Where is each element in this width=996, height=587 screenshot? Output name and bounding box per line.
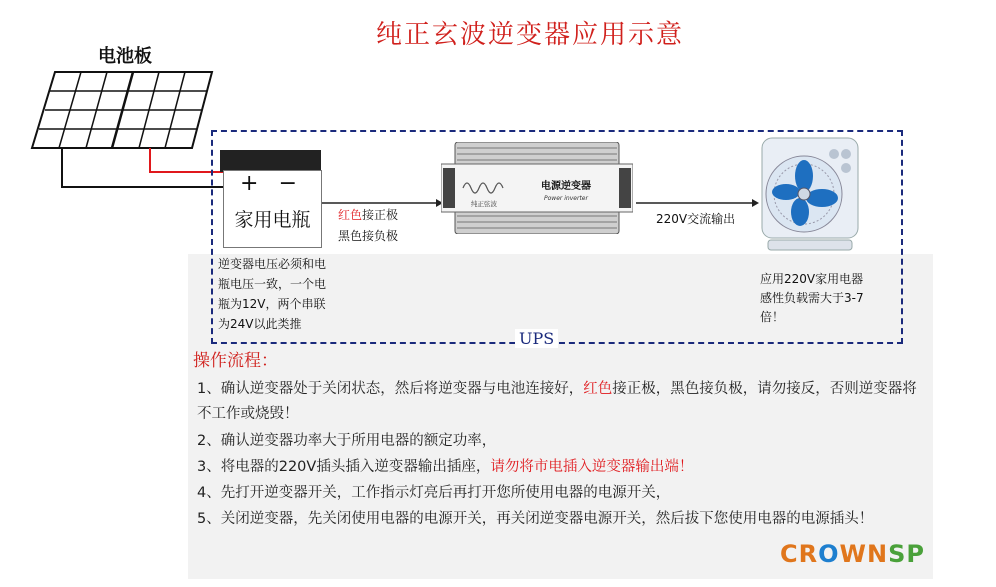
step-1-text-a: 1、确认逆变器处于关闭状态，然后将逆变器与电池连接好， xyxy=(197,381,584,397)
red-wire-label xyxy=(338,206,398,223)
step-3-warning: 请勿将市电插入逆变器输出端！ xyxy=(490,459,694,475)
black-wire-label: 黑色接负极 xyxy=(338,229,399,243)
battery-note: 逆变器电压必须和电瓶电压一致，一个电瓶为12V，两个串联为24V以此类推 xyxy=(218,257,327,331)
minus-sign: − xyxy=(278,171,297,196)
step-3 xyxy=(197,455,693,480)
inverter-name-en: Power inverter xyxy=(544,195,588,202)
page-title: 纯正玄波逆变器应用示意 xyxy=(375,20,684,50)
step-3-text: 3、将电器的220V插头插入逆变器输出插座， xyxy=(197,459,491,475)
step-1-red: 红色 xyxy=(583,381,613,397)
step-2: 2、确认逆变器功率大于所用电器的额定功率， xyxy=(197,433,497,449)
step-5: 5、关闭逆变器，先关闭使用电器的电源开关，再关闭逆变器电源开关，然后拔下您使用电器的电源插头！ xyxy=(197,511,874,527)
crownsp-logo: CROWNSP xyxy=(780,540,925,568)
solar-panel-label: 电池板 xyxy=(98,46,152,67)
inverter-wave-label: 纯正弦波 xyxy=(471,200,497,208)
inverter-icon xyxy=(441,142,633,234)
battery-icon xyxy=(223,170,322,248)
step-4: 4、先打开逆变器开关，工作指示灯亮后再打开您所使用电器的电源开关， xyxy=(197,485,671,501)
ups-label: UPS xyxy=(515,329,558,348)
plus-sign: + xyxy=(240,171,259,196)
battery-name: 家用电瓶 xyxy=(234,209,311,231)
step-1-text-b: 接正极，黑色接负极，请勿接反，否则逆变器将不工作或烧毁！ xyxy=(197,381,917,422)
step-1 xyxy=(197,377,917,427)
battery-terminals xyxy=(220,150,321,172)
ac-output-label: 220V交流输出 xyxy=(656,212,736,226)
red-rest: 接正极 xyxy=(362,208,399,222)
fan-icon xyxy=(760,136,860,254)
solar-panel xyxy=(32,72,212,148)
red-word: 红色 xyxy=(338,208,363,222)
operations-title: 操作流程： xyxy=(193,351,278,371)
fan-note: 应用220V家用电器感性负载需大于3-7倍！ xyxy=(760,272,864,324)
inverter-name-cn: 电源逆变器 xyxy=(541,181,591,192)
